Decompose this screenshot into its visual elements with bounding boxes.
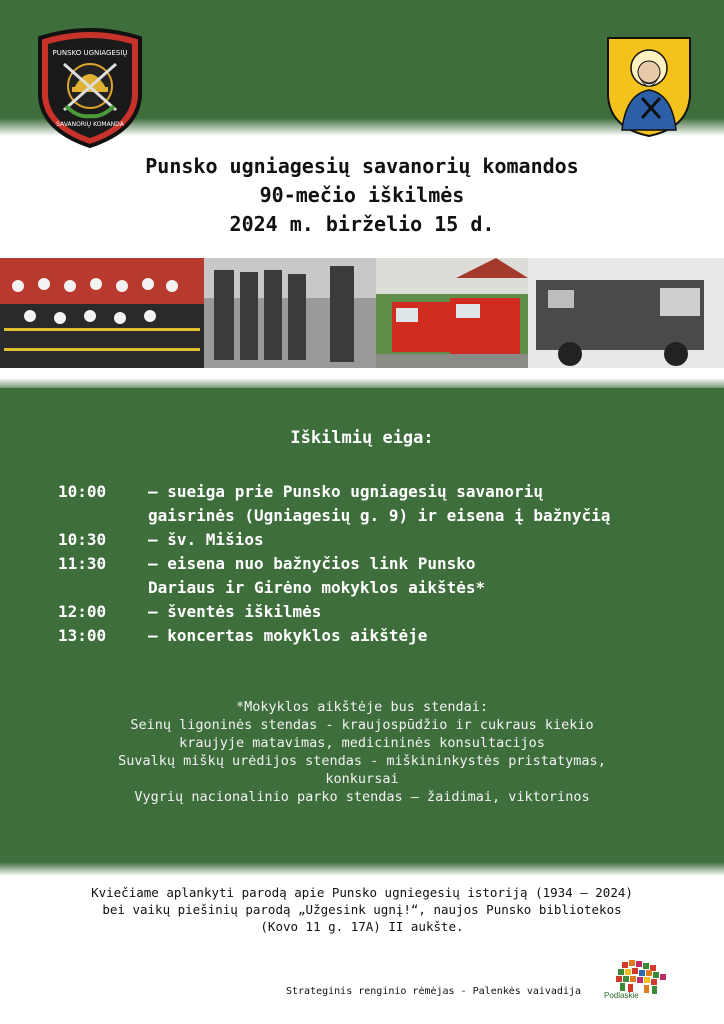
program-time: 10:00 <box>58 482 107 501</box>
stands-line: Vygrių nacionalinio parko stendas – žaidimai, viktorinos <box>134 789 590 805</box>
program-text-continued: Dariaus ir Girėno mokyklos aikštės* <box>148 578 486 597</box>
program-list <box>58 480 698 648</box>
program-time: 11:30 <box>58 554 107 573</box>
stands-line: konkursai <box>325 771 399 787</box>
invitation-line: Kviečiame aplankyti parodą apie Punsko ugniegesių istoriją (1934 – 2024) <box>91 885 633 900</box>
photo-fire-trucks <box>376 258 528 368</box>
photo-strip <box>0 258 724 368</box>
program-item <box>58 624 698 648</box>
program-item <box>58 600 698 624</box>
program-band-edge-bottom <box>0 862 724 876</box>
stands-line: Seinų ligoninės stendas - kraujospūdžio ir cukraus kiekio <box>130 717 594 733</box>
stands-line: *Mokyklos aikštėje bus stendai: <box>236 699 488 715</box>
stands-line: Suvalkų miškų urėdijos stendas - miškininkystės pristatymas, <box>118 753 606 769</box>
program-text: – eisena nuo bažnyčios link Punsko <box>148 554 476 573</box>
title-line-3: 2024 m. birželio 15 d. <box>229 212 495 236</box>
program-text: – šv. Mišios <box>148 530 264 549</box>
program-item <box>58 552 698 576</box>
program-item <box>58 528 698 552</box>
invitation-line: (Kovo 11 g. 17A) II aukšte. <box>260 919 464 934</box>
program-time: 12:00 <box>58 602 107 621</box>
event-title <box>0 152 724 239</box>
program-text: – šventės iškilmės <box>148 602 322 621</box>
photo-historic-firefighters <box>204 258 376 368</box>
invitation-line: bei vaikų piešinių parodą „Užgesink ugnį!“, naujos Punsko bibliotekos <box>102 902 622 917</box>
photo-vintage-truck <box>528 258 724 368</box>
title-line-2: 90-mečio iškilmės <box>259 183 465 207</box>
fire-brigade-logo <box>34 26 146 148</box>
program-text-continued: gaisrinės (Ugniagesių g. 9) ir eisena į bažnyčią <box>148 506 611 525</box>
program-time: 10:30 <box>58 530 107 549</box>
program-time: 13:00 <box>58 626 107 645</box>
program-text: – koncertas mokyklos aikštėje <box>148 626 428 645</box>
svg-text:PUNSKO UGNIAGESIŲ: PUNSKO UGNIAGESIŲ <box>52 49 128 57</box>
podlaskie-label: Podlaskie <box>604 991 639 1000</box>
title-line-1: Punsko ugniagesių savanorių komandos <box>145 154 579 178</box>
program-item <box>58 480 698 504</box>
program-text: – sueiga prie Punsko ugniagesių savanorių <box>148 482 543 501</box>
stands-note <box>40 698 684 806</box>
program-heading: Iškilmių eiga: <box>290 428 434 448</box>
exhibition-invitation <box>20 884 704 935</box>
stands-line: kraujyje matavimas, medicininės konsultacijos <box>179 735 545 751</box>
photo-firefighters-group <box>0 258 204 368</box>
coat-of-arms-icon <box>604 34 694 138</box>
sponsor-text: Strateginis renginio rėmėjas - Palenkės vaivadija <box>286 986 582 997</box>
svg-text:SAVANORIŲ KOMANDA: SAVANORIŲ KOMANDA <box>56 121 124 128</box>
